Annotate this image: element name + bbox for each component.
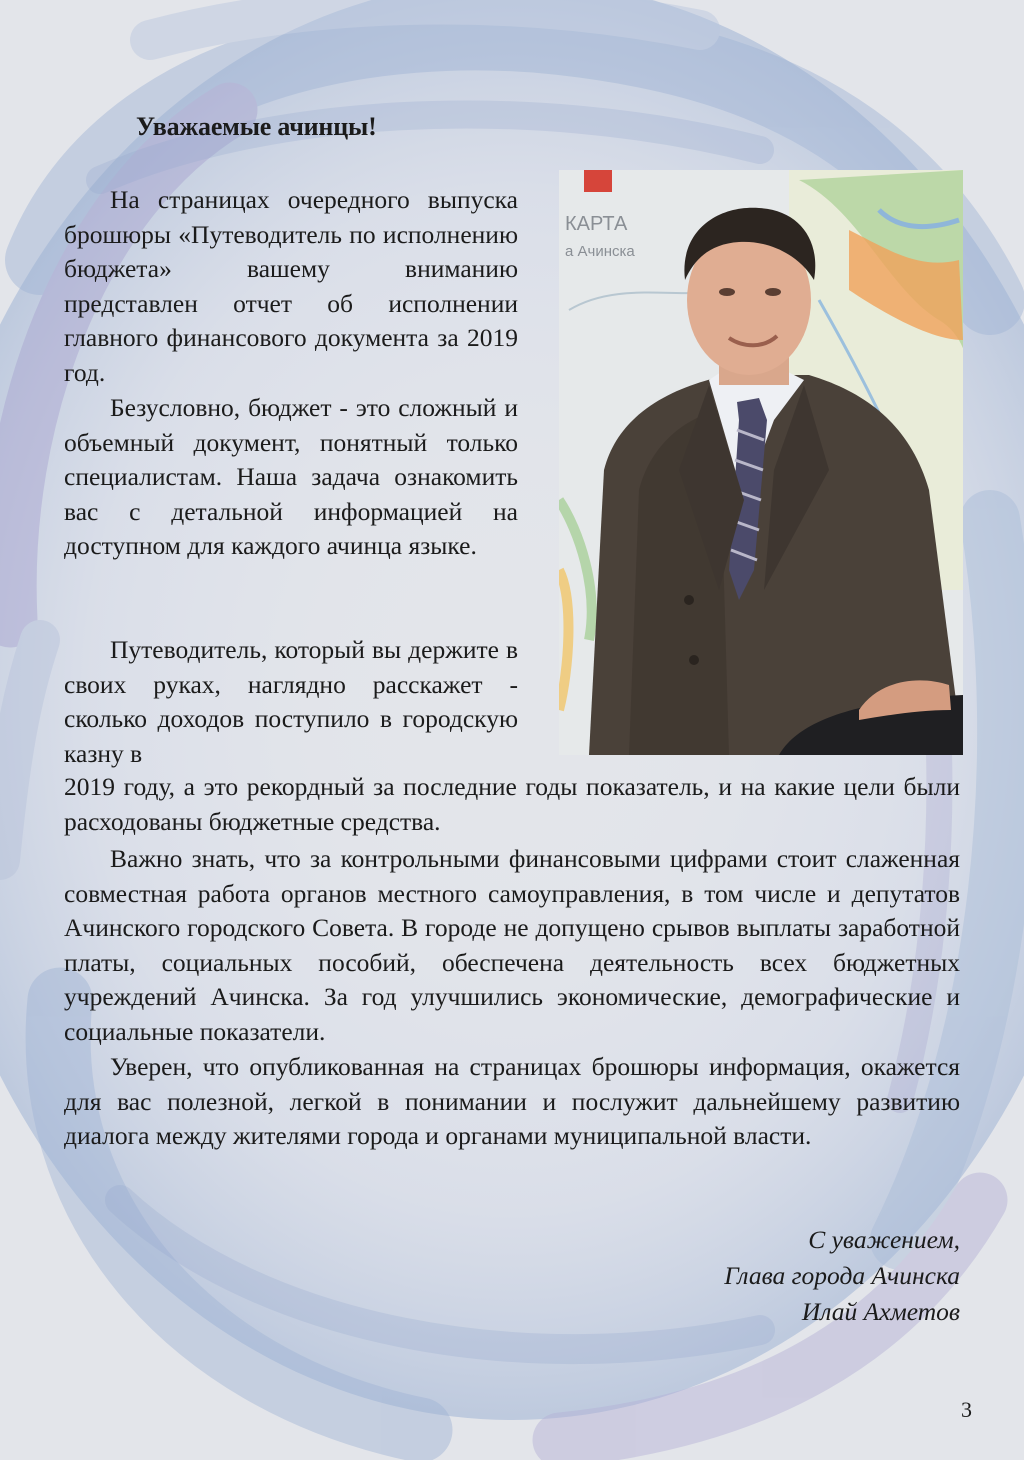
paragraph-cooperation: Важно знать, что за контрольными финансовыми цифрами стоит слаженная совместная работа органов местного самоуправления, в том числе и депутатов Ачинского городского Совета. В городе не допущено срывов выплаты заработной платы, социальных пособий, обеспечена деятельность всех бюджетных учреждений Ачинска. За год улучшились экономические, демографические и социальные показатели. (64, 844, 960, 1046)
paragraph-conclusion: Уверен, что опубликованная на страницах брошюры информация, окажется для вас полезной, легкой в понимании и послужит дальнейшему развитию диалога между жителями города и органами муниципальной власти. (64, 1052, 960, 1150)
paragraph-guide-start: Путеводитель, который вы держите в своих руках, наглядно расскажет - сколько доходов поступило в городскую казну в (64, 635, 518, 768)
paragraph-budget-complexity: Безусловно, бюджет - это сложный и объемный документ, понятный только специалистам. Наша задача ознакомить вас с детальной информацией на доступном для каждого ачинца языке. (64, 393, 518, 560)
page-number: 3 (961, 1397, 972, 1422)
greeting-heading: Уважаемые ачинцы! (136, 112, 377, 141)
signature-title: Глава города Ачинска (724, 1261, 960, 1290)
portrait-illustration (559, 170, 963, 755)
paragraph-guide-end: 2019 году, а это рекордный за последние годы показатель, и на какие цели были расходованы бюджетные средства. (64, 772, 960, 836)
signature-name: Илай Ахметов (801, 1297, 960, 1326)
map-subtitle-text: а Ачинска (565, 243, 635, 260)
signature-regards: С уважением, (808, 1225, 960, 1254)
paragraph-intro: На страницах очередного выпуска брошюры «Путеводитель по исполнению бюджета» вашему вниманию представлен отчет об исполнении главного финансового документа за 2019 год. (64, 185, 518, 387)
signature-block (724, 1222, 960, 1330)
portrait-photo (559, 170, 963, 755)
map-title-text: КАРТА (565, 213, 628, 235)
